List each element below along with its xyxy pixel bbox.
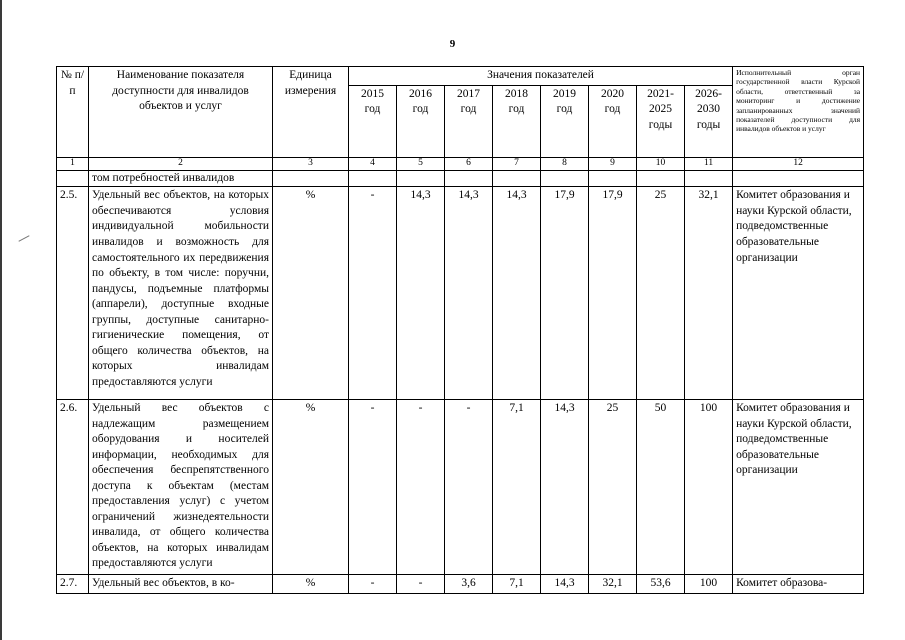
value-cell: 14,3: [493, 187, 541, 400]
empty-cell: [349, 171, 397, 187]
row-number: 2.7.: [57, 575, 89, 594]
header-agency: Исполнительный орган государственной власти Курской области, ответственный за мониторинг и достижение запланированных значений показателей доступности для инвалидов объектов и услуг: [733, 67, 864, 158]
value-cell: -: [349, 400, 397, 575]
column-number: 3: [273, 158, 349, 171]
empty-cell: [493, 171, 541, 187]
column-number-row: [57, 158, 864, 171]
value-cell: 7,1: [493, 400, 541, 575]
continuation-text: том потребностей инвалидов: [89, 171, 273, 187]
header-year: 2018 год: [493, 85, 541, 158]
empty-cell: [589, 171, 637, 187]
agency-cell: Комитет образования и науки Курской области, подведомственные образовательные организации: [733, 187, 864, 400]
scan-edge: [0, 0, 2, 640]
empty-cell: [541, 171, 589, 187]
column-number: 11: [685, 158, 733, 171]
header-year: 2026-2030 годы: [685, 85, 733, 158]
table-row: [57, 187, 864, 400]
header-year: 2019 год: [541, 85, 589, 158]
value-cell: 32,1: [589, 575, 637, 594]
agency-cell: Комитет образова-: [733, 575, 864, 594]
column-number: 5: [397, 158, 445, 171]
value-cell: -: [397, 575, 445, 594]
value-cell: 25: [637, 187, 685, 400]
header-values: Значения показателей: [349, 67, 733, 86]
value-cell: 14,3: [541, 400, 589, 575]
empty-cell: [685, 171, 733, 187]
value-cell: 14,3: [397, 187, 445, 400]
table-row: [57, 400, 864, 575]
value-cell: 17,9: [589, 187, 637, 400]
column-number: 8: [541, 158, 589, 171]
empty-cell: [733, 171, 864, 187]
page-number: 9: [449, 38, 456, 50]
value-cell: 14,3: [445, 187, 493, 400]
row-number: 2.6.: [57, 400, 89, 575]
column-number: 1: [57, 158, 89, 171]
value-cell: 100: [685, 400, 733, 575]
column-number: 12: [733, 158, 864, 171]
header-unit: Единица измерения: [273, 67, 349, 158]
header-year: 2016 год: [397, 85, 445, 158]
header-name: Наименование показателя доступности для инвалидов объектов и услуг: [89, 67, 273, 158]
column-number: 6: [445, 158, 493, 171]
column-number: 4: [349, 158, 397, 171]
indicator-name: Удельный вес объектов, на которых обеспечиваются условия индивидуальной мобильности инвалидов и возможность для самостоятельного их передвижения по объекту, в том числе: поручни, пандусы, подъемные платформы (аппарели), доступные входные группы, доступные санитарно-гигиенические помещения, от общего количества объектов, на которых инвалидам предоставляются услуги: [89, 187, 273, 400]
unit-cell: %: [273, 400, 349, 575]
empty-cell: [57, 171, 89, 187]
value-cell: -: [445, 400, 493, 575]
value-cell: 50: [637, 400, 685, 575]
value-cell: 53,6: [637, 575, 685, 594]
value-cell: -: [397, 400, 445, 575]
value-cell: 25: [589, 400, 637, 575]
empty-cell: [397, 171, 445, 187]
value-cell: 100: [685, 575, 733, 594]
continuation-row: [57, 171, 864, 187]
unit-cell: %: [273, 575, 349, 594]
header-year: 2017 год: [445, 85, 493, 158]
table-row: [57, 575, 864, 594]
empty-cell: [637, 171, 685, 187]
value-cell: 7,1: [493, 575, 541, 594]
indicators-table: [56, 66, 864, 594]
column-number: 7: [493, 158, 541, 171]
value-cell: 3,6: [445, 575, 493, 594]
column-number: 2: [89, 158, 273, 171]
header-year: 2021-2025 годы: [637, 85, 685, 158]
empty-cell: [445, 171, 493, 187]
value-cell: 14,3: [541, 575, 589, 594]
column-number: 10: [637, 158, 685, 171]
value-cell: 32,1: [685, 187, 733, 400]
value-cell: 17,9: [541, 187, 589, 400]
indicator-name: Удельный вес объектов с надлежащим размещением оборудования и носителей информации, необходимых для обеспечения беспрепятственного доступа к объектам (местам предоставления услуг) с учетом ограничений жизнедеятельности инвалида, от общего количества объектов, на которых инвалидам предоставляются услуги: [89, 400, 273, 575]
header-year: 2020 год: [589, 85, 637, 158]
indicator-name: Удельный вес объектов, в ко-: [89, 575, 273, 594]
scan-mark: [18, 235, 29, 242]
unit-cell: %: [273, 187, 349, 400]
value-cell: -: [349, 575, 397, 594]
empty-cell: [273, 171, 349, 187]
agency-cell: Комитет образования и науки Курской области, подведомственные образовательные организации: [733, 400, 864, 575]
header-no: № п/п: [57, 67, 89, 158]
column-number: 9: [589, 158, 637, 171]
header-year: 2015 год: [349, 85, 397, 158]
value-cell: -: [349, 187, 397, 400]
row-number: 2.5.: [57, 187, 89, 400]
